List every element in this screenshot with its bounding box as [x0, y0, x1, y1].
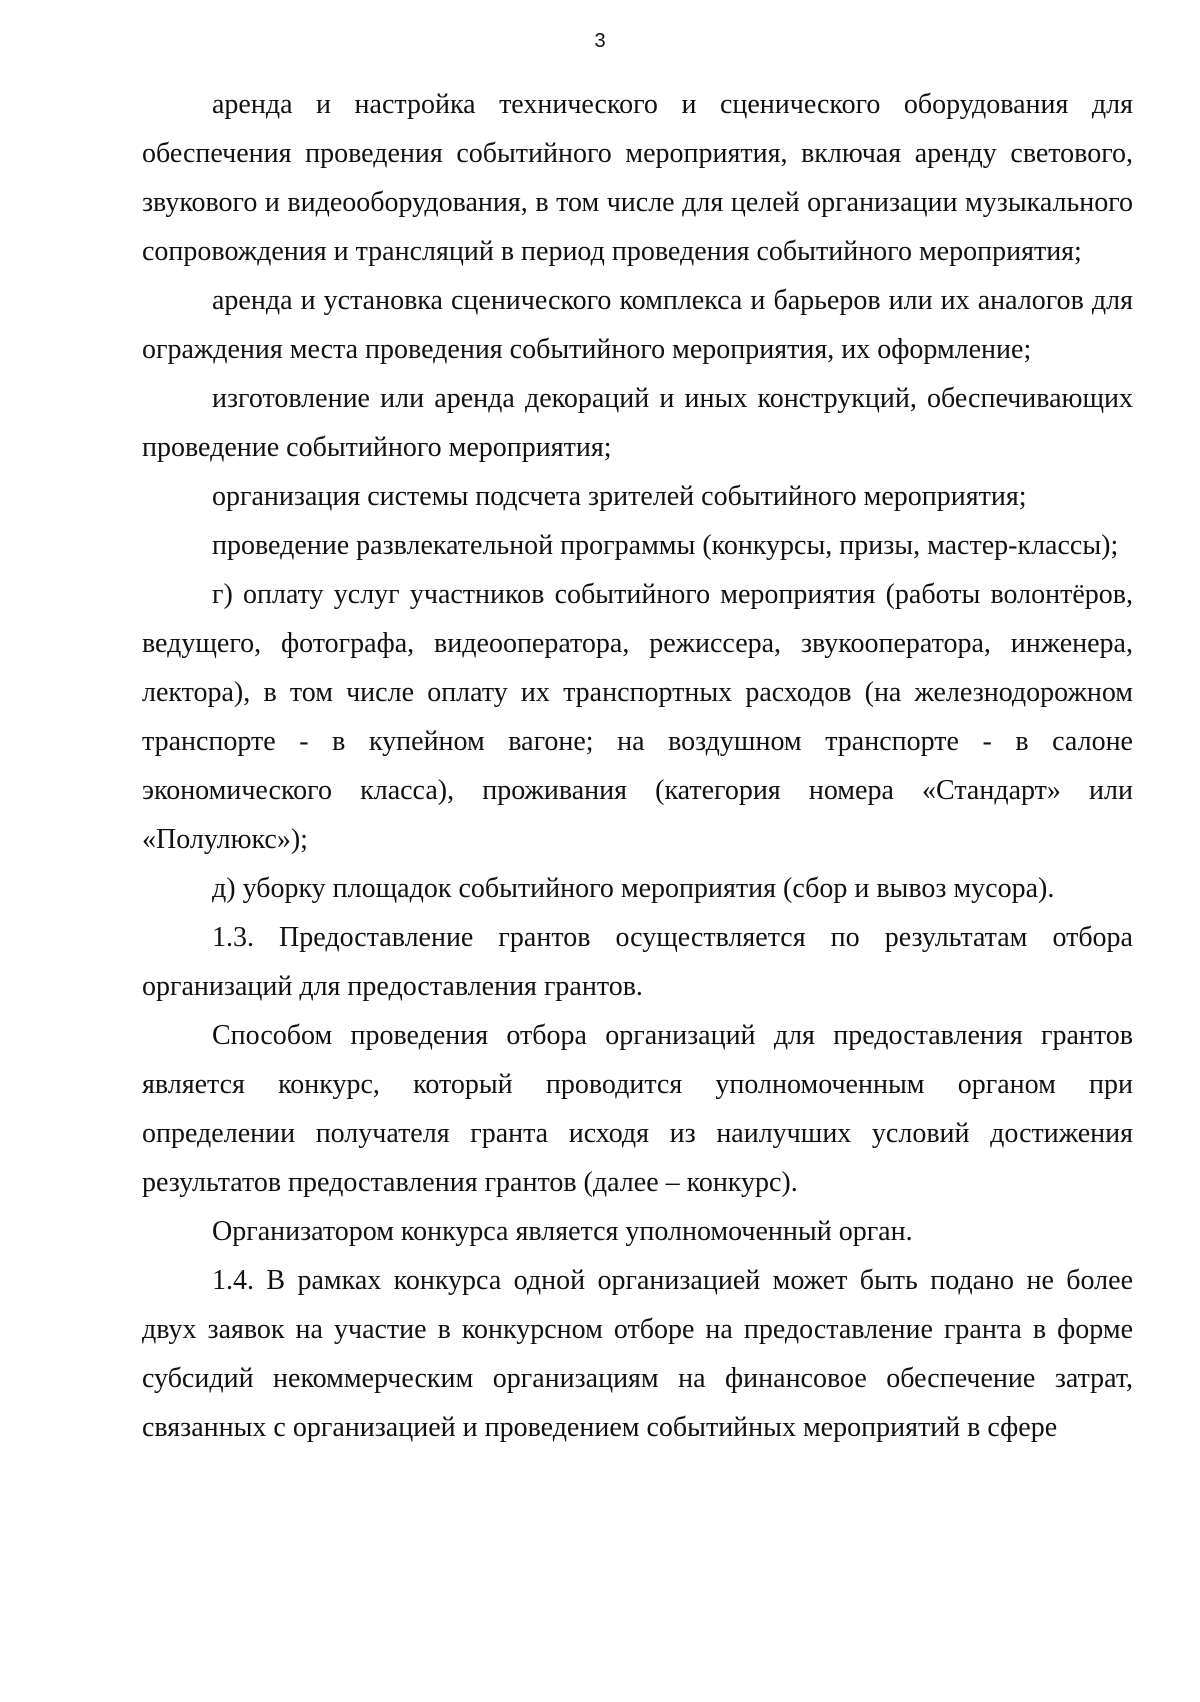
- paragraph-entertainment-program: проведение развлекательной программы (конкурсы, призы, мастер-классы);: [212, 530, 1119, 561]
- paragraph-cleaning: д) уборку площадок событийного мероприятия (сбор и вывоз мусора).: [212, 873, 1055, 904]
- paragraph-selection-method: Способом проведения отбора организаций для предоставления грантов является конкурс, который проводится уполномоченным органом при определении получателя гранта исходя из наилучших условий достижения результатов предоставления грантов (далее – конкурс).: [142, 1020, 1133, 1198]
- paragraph-equipment-rental: аренда и настройка технического и сценического оборудования для обеспечения проведения событийного мероприятия, включая аренду светового, звукового и видеооборудования, в том числе для целей организации музыкального сопровождения и трансляций в период проведения событийного мероприятия;: [142, 89, 1133, 267]
- paragraph-decorations: изготовление или аренда декораций и иных конструкций, обеспечивающих проведение событийного мероприятия;: [142, 383, 1133, 463]
- page-number: 3: [594, 30, 606, 52]
- document-body: [142, 80, 1133, 1452]
- paragraph-participants-payment: г) оплату услуг участников событийного мероприятия (работы волонтёров, ведущего, фотографа, видеооператора, режиссера, звукооператора, инженера, лектора), в том числе оплату их транспортных расходов (на железнодорожном транспорте - в купейном вагоне; на воздушном транспорте - в салоне экономического класса), проживания (категория номера «Стандарт» или «Полулюкс»);: [142, 579, 1133, 855]
- paragraph-audience-counting: организация системы подсчета зрителей событийного мероприятия;: [212, 481, 1027, 512]
- paragraph-clause-1-4: 1.4. В рамках конкурса одной организацией может быть подано не более двух заявок на участие в конкурсном отборе на предоставление гранта в форме субсидий некоммерческим организациям на финансовое обеспечение затрат, связанных с организацией и проведением событийных мероприятий в сфере: [142, 1265, 1133, 1443]
- paragraph-clause-1-3: 1.3. Предоставление грантов осуществляется по результатам отбора организаций для предоставления грантов.: [142, 922, 1133, 1002]
- paragraph-organizer: Организатором конкурса является уполномоченный орган.: [212, 1216, 913, 1247]
- paragraph-stage-installation: аренда и установка сценического комплекса и барьеров или их аналогов для ограждения места проведения событийного мероприятия, их оформление;: [142, 285, 1133, 365]
